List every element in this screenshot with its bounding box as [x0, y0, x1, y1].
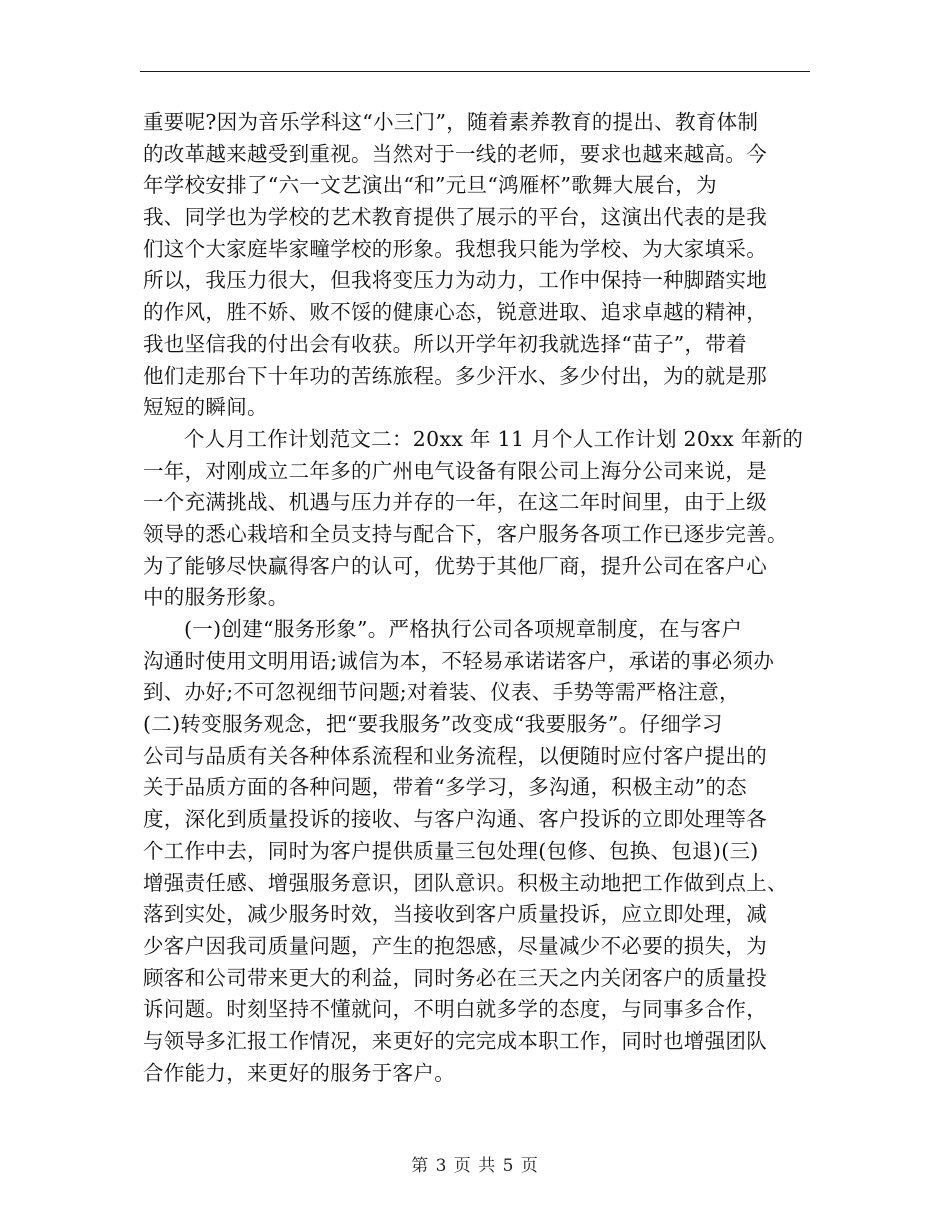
text-line: 增强责任感、增强服务意识，团队意识。积极主动地把工作做到点上、: [143, 870, 788, 895]
text-line: 落到实处，减少服务时效，当接收到客户质量投诉，应立即处理，减: [143, 902, 767, 927]
text-line: 诉问题。时刻坚持不懂就问，不明白就多学的态度，与同事多合作，: [143, 997, 767, 1022]
text-line: 个工作中去，同时为客户提供质量三包处理(包修、包换、包退)(三): [143, 838, 759, 863]
text-line: 的作风，胜不娇、败不馁的健康心态，锐意进取、追求卓越的精神，: [143, 300, 767, 325]
text-line: 一年，对刚成立二年多的广州电气设备有限公司上海分公司来说，是: [143, 458, 767, 483]
text-line: (一)创建“服务形象”。严格执行公司各项规章制度，在与客户: [184, 617, 743, 641]
body-text: [143, 107, 823, 1089]
text-line: 年学校安排了“六一文艺演出“和”元旦“鸿雁杯”歌舞大展台，为: [143, 173, 717, 198]
text-line: 度，深化到质量投诉的接收、与客户沟通、客户投诉的立即处理等各: [143, 807, 767, 832]
text-line: 所以，我压力很大，但我将变压力为动力，工作中保持一种脚踏实地: [143, 268, 767, 293]
text-line: 短短的瞬间。: [143, 395, 268, 420]
text-line: 我、同学也为学校的艺术教育提供了展示的平台，这演出代表的是我: [143, 205, 767, 230]
text-line: 少客户因我司质量问题，产生的抱怨感，尽量减少不必要的损失，为: [143, 933, 767, 958]
header-rule: [140, 71, 810, 72]
text-line: 我也坚信我的付出会有收获。所以开学年初我就选择“苗子”，带着: [143, 331, 747, 356]
text-line: 合作能力，来更好的服务于客户。: [143, 1060, 455, 1085]
text-line: 为了能够尽快赢得客户的认可，优势于其他厂商，提升公司在客户心: [143, 553, 767, 578]
text-line: 关于品质方面的各种问题，带着“多学习，多沟通，积极主动”的态: [143, 775, 747, 800]
text-line: 与领导多汇报工作情况，来更好的完完成本职工作，同时也增强团队: [143, 1028, 767, 1053]
text-line: 中的服务形象。: [143, 585, 289, 610]
text-line: 公司与品质有关各种体系流程和业务流程，以便随时应付客户提出的: [143, 743, 767, 768]
text-line: 的改革越来越受到重视。当然对于一线的老师，要求也越来越高。今: [143, 141, 767, 166]
text-line: (二)转变服务观念，把“要我服务”改变成“我要服务”。仔细学习: [143, 712, 723, 737]
text-line: 到、办好;不可忽视细节问题;对着装、仪表、手势等需严格注意，: [143, 680, 740, 705]
text-line: 重要呢?因为音乐学科这“小三门”，随着素养教育的提出、教育体制: [143, 110, 759, 134]
page-number-label: 第 3 页 共 5 页: [411, 1156, 539, 1176]
text-line: 领导的悉心栽培和全员支持与配合下，客户服务各项工作已逐步完善。: [143, 521, 788, 546]
text-line: 顾客和公司带来更大的利益，同时务必在三天之内关闭客户的质量投: [143, 965, 767, 990]
text-line: 沟通时使用文明用语;诚信为本，不轻易承诺诺客户，承诺的事必须办: [143, 648, 775, 673]
text-line: 们这个大家庭毕家疃学校的形象。我想我只能为学校、为大家填采。: [143, 236, 767, 261]
page-footer: [0, 1151, 950, 1176]
text-line: 一个充满挑战、机遇与压力并存的一年，在这二年时间里，由于上级: [143, 490, 767, 515]
text-line: 他们走那台下十年功的苦练旅程。多少汗水、多少付出，为的就是那: [143, 363, 767, 388]
text-line: 个人月工作计划范文二：20xx 年 11 月个人工作计划 20xx 年新的: [184, 426, 804, 451]
